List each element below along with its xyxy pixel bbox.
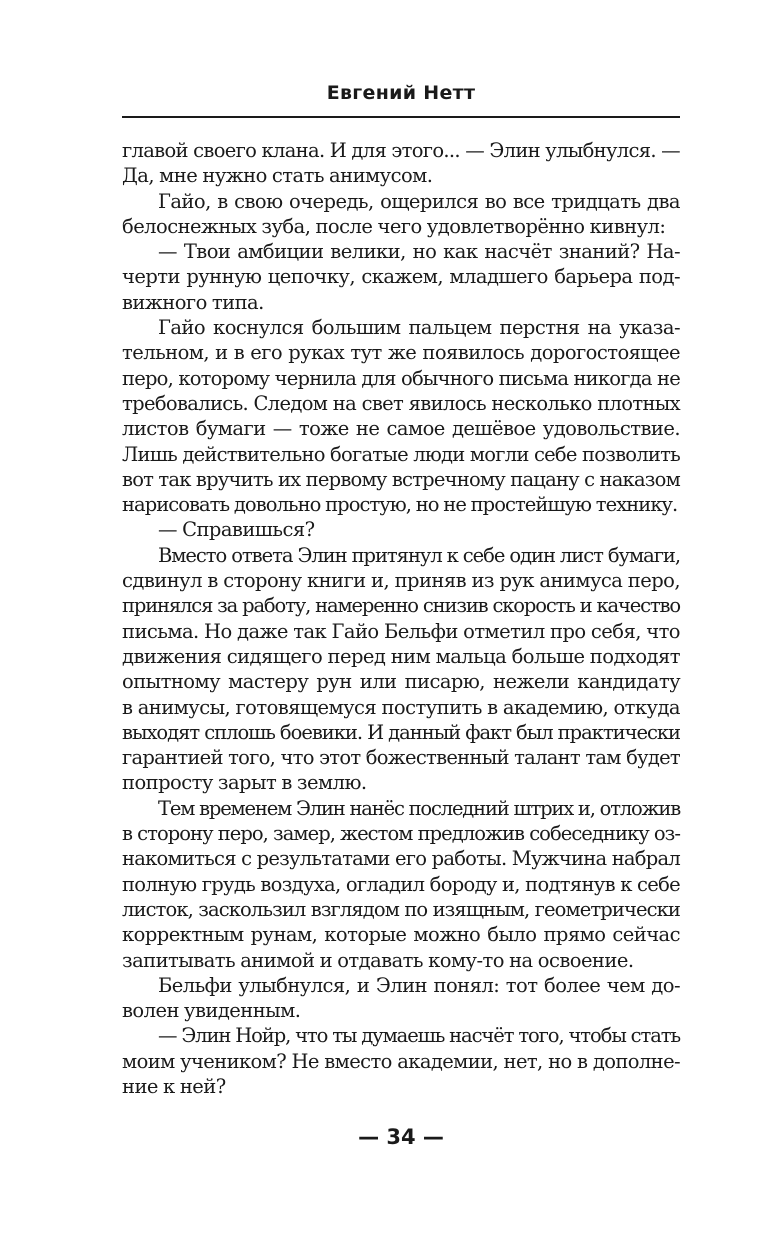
text-line: Гайо коснулся большим пальцем перстня на указа-	[158, 316, 680, 340]
text-line: волен увиденным.	[122, 999, 301, 1023]
header-divider	[122, 116, 680, 118]
text-line: вот так вручить их первому встречному пацану с наказом	[122, 467, 680, 491]
text-line: корректным рунам, которые можно было прямо сейчас	[122, 923, 680, 947]
text-line: накомиться с результатами его работы. Мужчина набрал	[122, 847, 680, 871]
text-line: письма. Но даже так Гайо Бельфи отметил про себя, что	[122, 619, 680, 643]
text-line: нарисовать довольно простую, но не простейшую технику.	[122, 493, 678, 517]
text-line: в сторону перо, замер, жестом предложив собеседнику оз-	[122, 822, 680, 846]
text-line: Лишь действительно богатые люди могли себе позволить	[122, 442, 680, 466]
text-line: запитывать анимой и отдавать кому-то на освоение.	[122, 948, 634, 972]
text-line: требовались. Следом на свет явилось несколько плотных	[122, 391, 680, 415]
text-line: гарантией того, что этот божественный талант там будет	[122, 746, 680, 770]
text-line: сдвинул в сторону книги и, приняв из рук анимуса перо,	[122, 569, 680, 593]
text-line: Гайо, в свою очередь, ощерился во все тридцать два	[158, 189, 680, 213]
text-line: опытному мастеру рун или писарю, нежели кандидату	[122, 670, 680, 694]
running-header-author: Евгений Нетт	[326, 82, 476, 104]
text-line: Да, мне нужно стать анимусом.	[122, 164, 433, 188]
text-line: Бельфи улыбнулся, и Элин понял: тот более чем до-	[158, 973, 680, 997]
text-line: листов бумаги — тоже не самое дешёвое удовольствие.	[122, 417, 680, 441]
text-line: листок, заскользил взглядом по изящным, геометрически	[122, 897, 680, 921]
page-body-text	[122, 138, 680, 1099]
text-line: в анимусы, готовящемуся поступить в академию, откуда	[122, 695, 680, 719]
text-line: Вместо ответа Элин притянул к себе один лист бумаги,	[158, 543, 680, 567]
text-line: принялся за работу, намеренно снизив скорость и качество	[122, 594, 680, 618]
text-line: тельном, и в его руках тут же появилось дорогостоящее	[122, 341, 680, 365]
text-line: — Элин Нойр, что ты думаешь насчёт того, чтобы стать	[158, 1024, 680, 1048]
text-line: главой своего клана. И для этого... — Элин улыбнулся. —	[122, 139, 680, 162]
text-line: моим учеником? Не вместо академии, нет, но в дополне-	[122, 1049, 680, 1073]
text-line: белоснежных зуба, после чего удовлетворённо кивнул:	[122, 214, 666, 238]
text-line: Тем временем Элин нанёс последний штрих и, отложив	[158, 796, 680, 820]
text-line: выходят сплошь боевики. И данный факт был практически	[122, 720, 680, 744]
text-line: вижного типа.	[122, 290, 264, 314]
text-line: движения сидящего перед ним мальца больше подходят	[122, 644, 680, 668]
text-line: полную грудь воздуха, огладил бороду и, подтянув к себе	[122, 872, 680, 896]
page-number: — 34 —	[358, 1125, 444, 1149]
text-line: черти рунную цепочку, скажем, младшего барьера под-	[122, 265, 680, 289]
text-line: — Справишься?	[158, 518, 315, 542]
text-line: перо, которому чернила для обычного письма никогда не	[122, 366, 680, 390]
text-line: ние к ней?	[122, 1074, 226, 1098]
text-line: — Твои амбиции велики, но как насчёт знаний? На-	[158, 240, 680, 264]
text-line: попросту зарыт в землю.	[122, 771, 367, 795]
